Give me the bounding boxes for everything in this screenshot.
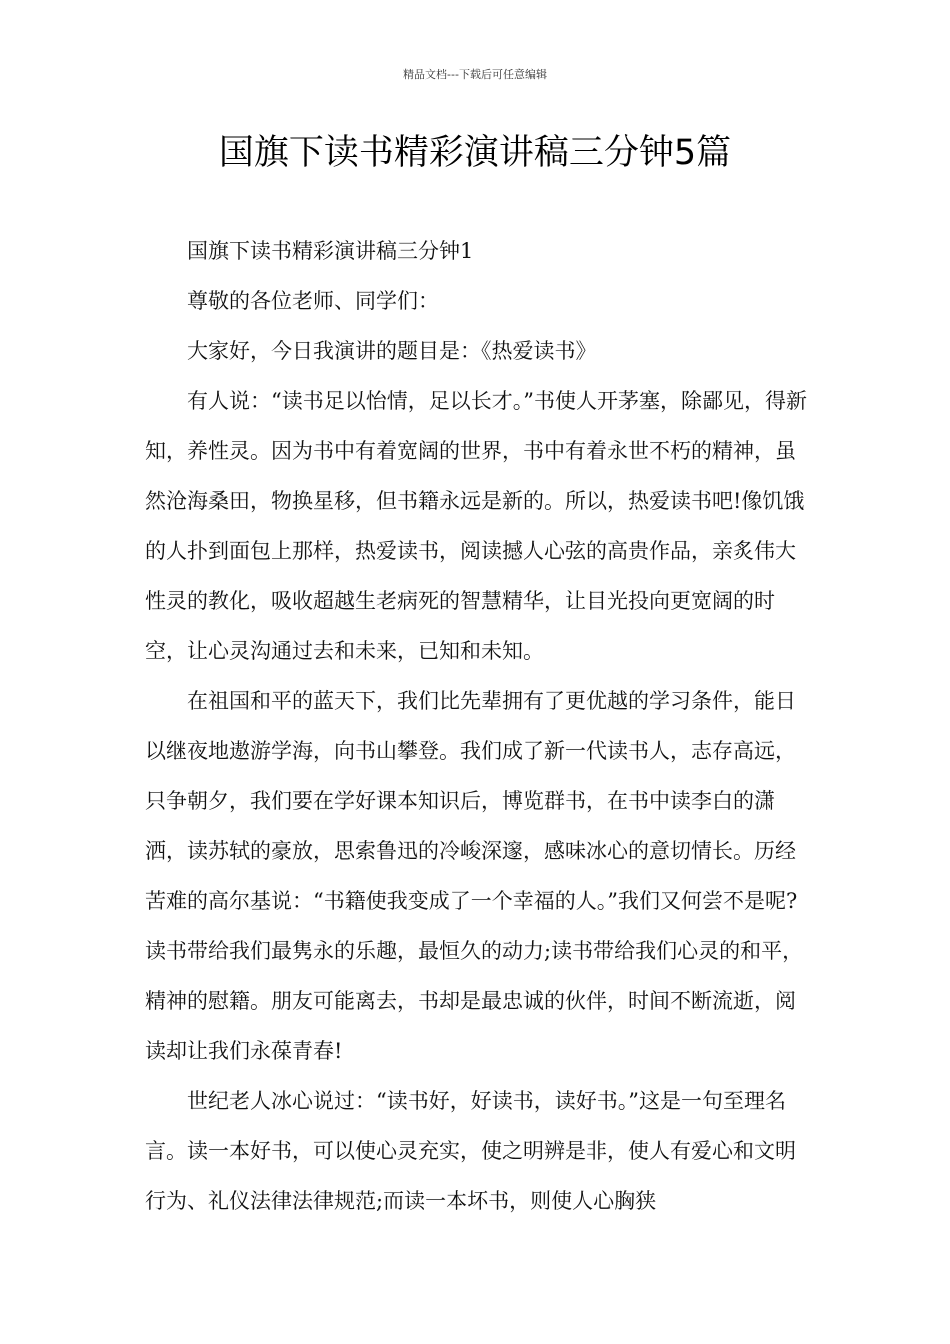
paragraph: 有人说：“读书足以怡情，足以长才。”书使人开茅塞，除鄙见，得新知，养性灵。因为书中有着宽阔的世界，书中有着永世不朽的精神，虽然沧海桑田，物换星移，但书籍永远是新的。所以，热爱读书吧!像饥饿的人扑到面包上那样，热爱读书，阅读撼人心弦的高贵作品，亲炙伟大性灵的教化，吸收超越生老病死的智慧精华，让目光投向更宽阔的时空，让心灵沟通过去和未来，已知和未知。 — [145, 389, 807, 663]
paragraph-subtitle: 国旗下读书精彩演讲稿三分钟1 — [187, 239, 474, 263]
paragraph-salutation: 尊敬的各位老师、同学们： — [187, 289, 439, 313]
paragraph: 世纪老人冰心说过：“读书好，好读书，读好书。”这是一句至理名言。读一本好书，可以使心灵充实，使之明辨是非，使人有爱心和文明行为、礼仪法律法律规范;而读一本坏书，则使人心胸狭 — [145, 1089, 796, 1213]
document-body — [145, 226, 815, 1226]
paragraph: 在祖国和平的蓝天下，我们比先辈拥有了更优越的学习条件，能日以继夜地遨游学海，向书山攀登。我们成了新一代读书人，志存高远，只争朝夕，我们要在学好课本知识后，博览群书，在书中读李白的潇洒，读苏轼的豪放，思索鲁迅的冷峻深邃，感味冰心的意切情长。历经苦难的高尔基说：“书籍使我变成了一个幸福的人。”我们又何尝不是呢?读书带给我们最隽永的乐趣，最恒久的动力;读书带给我们心灵的和平，精神的慰籍。朋友可能离去，书却是最忠诚的伙伴，时间不断流逝，阅读却让我们永葆青春! — [145, 689, 804, 1063]
document-title: 国旗下读书精彩演讲稿三分钟5篇 — [218, 133, 732, 173]
paragraph-greeting: 大家好，今日我演讲的题目是：《热爱读书》 — [187, 339, 597, 363]
header-note: 精品文档---下载后可任意编辑 — [403, 68, 547, 81]
